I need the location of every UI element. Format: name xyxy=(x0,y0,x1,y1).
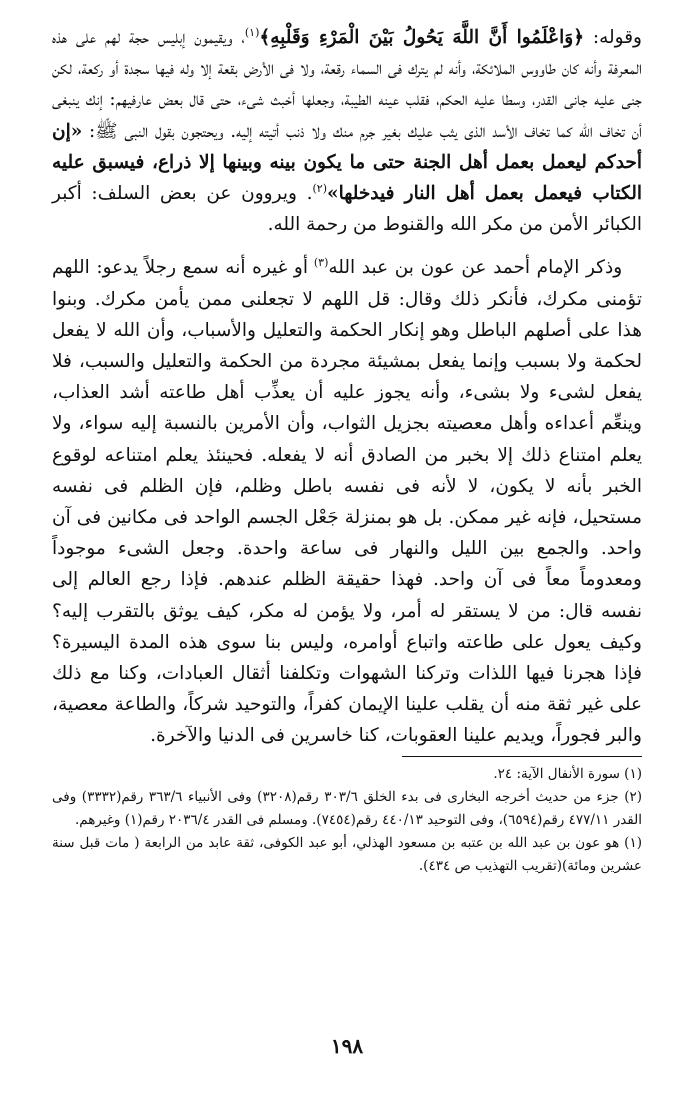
footnotes xyxy=(52,763,642,878)
footnote-3: (١) هو عون بن عبد الله بن عتبه بن مسعود الهذلي، أبو عبد الكوفى، ثقة عابد من الرابعة ( مات قبل سنة عشرين ومائة)(تقريب التهذيب ص ٤٣٤). xyxy=(52,834,642,874)
page-number: ١٩٨ xyxy=(330,1034,364,1058)
paragraph-2-text-b: أو غيره أنه سمع رجلاً يدعو: اللهم تؤمنى مكرك، فأنكر ذلك وقال: قل اللهم لا تجعلنى ممن يأمن مكرك. وبنوا هذا على أصلهم الباطل وهو إنكار الحكمة والتعليل والأسباب، وأن الله لا يفعل لحكمة ولا بسبب وإنما يفعل بمشيئة مجردة من الحكمة والتعليل والسبب، فلا يفعل لشىء ولا بشىء، وأنه يجوز عليه أن يعذِّب أهل طاعته أشد العذاب، وينعِّم أعداءه وأهل معصيته بجزيل الثواب، وأن الأمرين بالنسبة إليه سواء، ولا يعلم امتناع ذلك إلا بخبر من الصادق أنه لا يفعله. فحينئذ يعلم امتناعه لوقوع الخبر بأنه لا يكون، لا لأنه فى نفسه باطل وظلم، فإن الظلم فى نفسه مستحيل، فإنه غير ممكن. بل هو بمنزلة جَعْل الجسم الواحد فى مكانين فى آن واحد. والجمع بين الليل والنهار فى ساعة واحدة. وجعل الشىء موجوداً ومعدوماً معاً فى آن واحد. فهذا حقيقة الظلم عندهم. فإذا رجع العالم إلى نفسه قال: من لا يستقر له أمر، ولا يؤمن له مكر، كيف يوثق بالتقرب إليه؟ وكيف يعول على طاعته واتباع أوامره، وليس بنا سوى هذه المدة اليسيرة؟ فإذا هجرنا فيها اللذات وتركنا الشهوات وتكلفنا أثقال العبادات، وكنا مع ذلك على غير ثقة منه أن يقلب علينا الإيمان كفراً، والتوحيد شركاً، والطاعة معصية، والبر فجوراً، ويديم علينا العقوبات، كنا خاسرين فى الدنيا والآخرة. xyxy=(52,257,642,747)
footnote-ref-2: (٢) xyxy=(312,181,327,195)
footnote-ref-1: (١) xyxy=(244,25,260,39)
footnote-1: (١) سورة الأنفال الآية: ٢٤. xyxy=(493,765,642,782)
paragraph-2 xyxy=(52,252,642,751)
footnote-divider xyxy=(402,756,642,757)
paragraph-1-text-b: . ويروون عن بعض السلف: أكبر الكبائر الأمن من مكر الله والقنوط من رحمة الله. xyxy=(52,183,642,236)
footnote-ref-3: (٣) xyxy=(313,256,329,270)
paragraph-2-text-a: وذكر الإمام أحمد عن عون بن عبد الله xyxy=(328,257,623,279)
quran-verse: ﴿وَاعْلَمُوا أَنَّ اللَّهَ يَحُولُ بَيْنَ الْمَرْءِ وَقَلْبِهِ﴾ xyxy=(259,27,585,48)
paragraph-1-text-a: ، ويقيمون إبليس حجة لهم على هذه المعرفة وأنه كان طاووس الملائكة، وأنه لم يترك فى السماء رقعة، ولا فى الأرض بقعة إلا وله فيها سجدة أو ركعة، لكن جنى عليه جانى القدر، وسطا عليه الحكم، فقلب عينه الطيبة، وجعلها أخبث شىء، حتى قال بعض عارفيهم: إنك ينبغى أن تخاف الله كما تخاف الأسد الذى يثب عليك بغير جرم منك ولا ذنب أتيته إليه. ويحتجون بقول النبى ﷺ: xyxy=(52,27,642,142)
intro-text: وقوله: xyxy=(584,27,642,48)
book-page xyxy=(52,22,642,1092)
hadith-quote: «إن أحدكم ليعمل بعمل أهل الجنة حتى ما يكون بينه وبينها إلا ذراع، فيسبق عليه الكتاب فيعمل بعمل أهل النار فيدخلها» xyxy=(52,120,642,205)
footnote-2: (٢) جزء من حديث أخرجه البخارى فى بدء الخلق ٣٠٣/٦ رقم(٣٢٠٨) وفى الأنبياء ٣٦٣/٦ رقم(٣٣٣٢) وفى القدر ٤٧٧/١١ رقم(٦٥٩٤)، وفى التوحيد ٤٤٠/١٣ رقم(٧٤٥٤). ومسلم فى القدر ٢٠٣٦/٤ رقم(١) وغيرهم. xyxy=(52,788,643,828)
paragraph-1 xyxy=(52,22,642,240)
